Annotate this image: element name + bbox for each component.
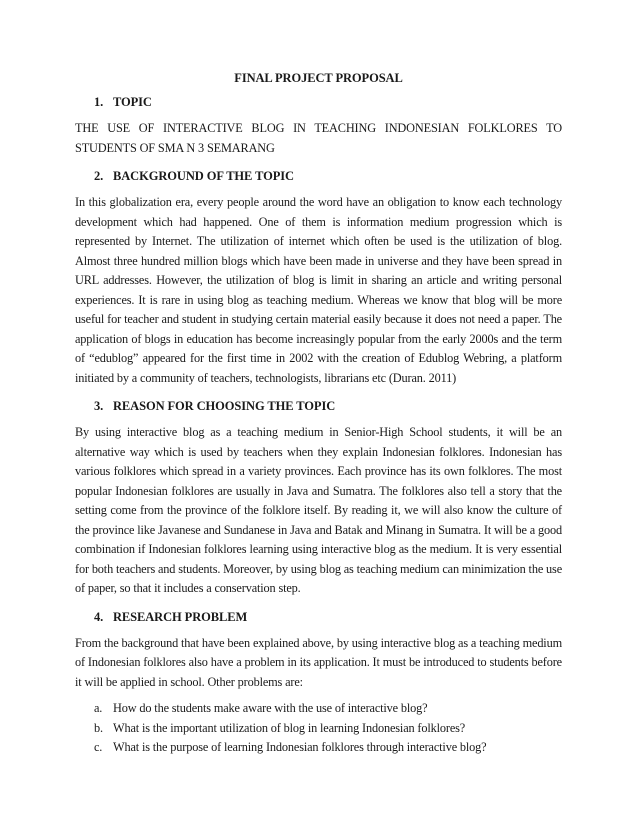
background-paragraph: In this globalization era, every people around the word have an obligation to know each technology development which had happened. One of them is information medium progression which is represented by Internet. The utilization of internet which often be used is the utilization of blog. Almost three hundred million blogs which have been made in universe and they have been spread in URL addresses. However, the utilization of blog is limit in sharing an article and writing personal experiences. It is rare in using blog as teaching medium. Whereas we know that blog will be more useful for teacher and student in studying certain material easily because it does not need a paper. The application of blogs in education has become increasingly popular from the early 2000s and the term of “edublog” appeared for the first time in 2002 with the creation of Edublog Webring, a platform initiated by a community of teachers, technologists, librarians etc (Duran. 2011) — [75, 195, 562, 385]
section-heading-background — [75, 169, 562, 184]
section-title: REASON FOR CHOOSING THE TOPIC — [113, 399, 336, 413]
reason-paragraph: By using interactive blog as a teaching medium in Senior-High School students, it will be an alternative way which is used by teachers when they explain Indonesian folklores. Indonesian has various folklores which spread in a variety provinces. Each province has its own folklores. The most popular Indonesian folklores are usually in Java and Sumatra. The folklores also tell a story that the setting come from the province of the folklore itself. By reading it, we will also know the culture of the province like Javanese and Sundanese in Java and Batak and Minang in Sumatra. It will be a good combination if Indonesian folklores learning using interactive blog as the medium. It is very essential for both teachers and students. Moreover, by using blog as teaching medium can minimization the use of paper, so that it includes a conservation step. — [75, 425, 562, 595]
list-item-text: What is the important utilization of blog in learning Indonesian folklores? — [113, 720, 466, 735]
research-questions-list — [75, 699, 562, 758]
list-marker: a. — [94, 701, 103, 715]
section-number: 1. — [94, 95, 104, 109]
topic-text: THE USE OF INTERACTIVE BLOG IN TEACHING INDONESIAN FOLKLORES TO STUDENTS OF SMA N 3 SEMARANG — [75, 121, 562, 155]
list-item — [94, 699, 562, 719]
section-heading-reason — [75, 399, 562, 414]
list-marker: c. — [94, 740, 103, 754]
section-heading-topic — [75, 95, 562, 110]
list-item-text: How do the students make aware with the use of interactive blog? — [113, 701, 428, 715]
research-problem-paragraph: From the background that have been explained above, by using interactive blog as a teaching medium of Indonesian folklores also have a problem in its application. It must be introduced to students before it will be applied in school. Other problems are: — [75, 635, 562, 689]
list-marker: b. — [94, 720, 103, 735]
section-title: TOPIC — [113, 95, 152, 109]
list-item-text: What is the purpose of learning Indonesian folklores through interactive blog? — [113, 740, 487, 754]
section-heading-research-problem — [75, 610, 562, 625]
section-title: RESEARCH PROBLEM — [113, 609, 248, 624]
document-title: FINAL PROJECT PROPOSAL — [234, 71, 403, 85]
list-item — [94, 738, 562, 758]
section-title: BACKGROUND OF THE TOPIC — [113, 169, 294, 183]
section-number: 2. — [94, 169, 104, 183]
section-number: 3. — [94, 399, 104, 413]
section-number: 4. — [94, 609, 104, 624]
list-item — [94, 719, 562, 739]
